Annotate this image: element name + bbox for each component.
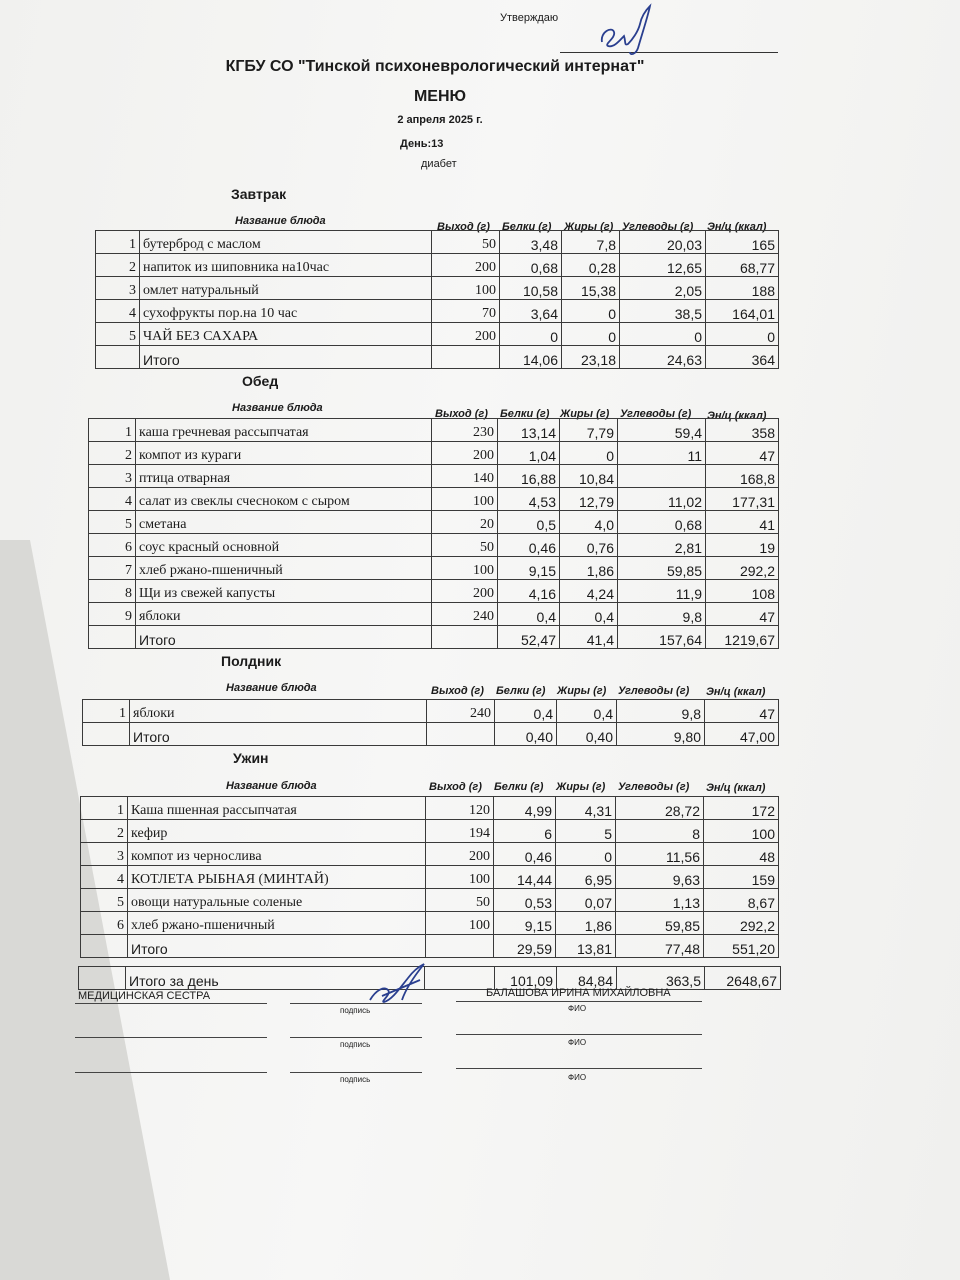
dish-name: овощи натуральные соленые <box>128 889 426 912</box>
lunch-table <box>88 418 779 649</box>
dish-carbs: 11 <box>618 442 706 465</box>
row-number: 9 <box>89 603 136 626</box>
dish-output: 200 <box>432 254 500 277</box>
table-row <box>81 866 779 889</box>
dish-protein: 9,15 <box>494 912 556 935</box>
role-line <box>75 1072 267 1073</box>
dish-output: 140 <box>432 465 498 488</box>
total-label: Итого <box>140 346 432 369</box>
dinner-table <box>80 796 779 958</box>
dish-energy: 47 <box>706 442 779 465</box>
col-header-name: Название блюда <box>235 215 326 227</box>
breakfast-table <box>95 230 779 369</box>
dish-carbs: 20,03 <box>620 231 706 254</box>
organization-title: КГБУ СО "Тинской психоневрологический интернат" <box>225 58 645 75</box>
dish-fat: 0,28 <box>562 254 620 277</box>
table-row <box>81 843 779 866</box>
total-row <box>81 935 779 958</box>
col-header-out: Выход (г) <box>431 685 484 697</box>
dish-fat: 0,4 <box>560 603 618 626</box>
dish-energy: 108 <box>706 580 779 603</box>
dish-output: 240 <box>427 700 495 723</box>
total-carbs: 157,64 <box>618 626 706 649</box>
dish-output: 230 <box>432 419 498 442</box>
dish-carbs <box>618 465 706 488</box>
dish-fat: 4,0 <box>560 511 618 534</box>
dish-fat: 0,07 <box>556 889 616 912</box>
dish-energy: 41 <box>706 511 779 534</box>
dish-protein: 13,14 <box>498 419 560 442</box>
total-energy: 1219,67 <box>706 626 779 649</box>
dish-energy: 159 <box>704 866 779 889</box>
dish-protein: 1,04 <box>498 442 560 465</box>
total-label: Итого <box>128 935 426 958</box>
total-empty-cell <box>79 967 126 990</box>
dish-name: ЧАЙ БЕЗ САХАРА <box>140 323 432 346</box>
dish-output: 200 <box>426 843 494 866</box>
dish-fat: 10,84 <box>560 465 618 488</box>
row-number: 1 <box>96 231 140 254</box>
dish-energy: 164,01 <box>706 300 779 323</box>
dish-carbs: 59,4 <box>618 419 706 442</box>
dish-protein: 0 <box>500 323 562 346</box>
row-number: 1 <box>81 797 128 820</box>
section-title-lunch: Обед <box>242 373 279 389</box>
col-header-carbs: Углеводы (г) <box>618 685 690 697</box>
dish-protein: 0,4 <box>498 603 560 626</box>
dish-energy: 292,2 <box>706 557 779 580</box>
dish-protein: 0,53 <box>494 889 556 912</box>
dish-name: яблоки <box>130 700 427 723</box>
dish-carbs: 2,05 <box>620 277 706 300</box>
dish-fat: 0 <box>560 442 618 465</box>
signature-line <box>290 1003 422 1004</box>
dish-energy: 47 <box>705 700 779 723</box>
dish-carbs: 8 <box>616 820 704 843</box>
dish-protein: 0,46 <box>498 534 560 557</box>
dish-name: Щи из свежей капусты <box>136 580 432 603</box>
col-header-fat: Жиры (г) <box>557 685 607 697</box>
table-row <box>89 419 779 442</box>
total-energy: 364 <box>706 346 779 369</box>
diet-type: диабет <box>421 158 457 170</box>
signature-caption: подпись <box>340 1040 371 1049</box>
dish-name: соус красный основной <box>136 534 432 557</box>
col-header-out: Выход (г) <box>437 221 490 233</box>
col-header-carbs: Углеводы (г) <box>620 408 692 420</box>
dish-carbs: 9,8 <box>617 700 705 723</box>
dish-output: 120 <box>426 797 494 820</box>
dish-fat: 5 <box>556 820 616 843</box>
dish-protein: 4,16 <box>498 580 560 603</box>
dish-carbs: 9,8 <box>618 603 706 626</box>
total-energy: 47,00 <box>705 723 779 746</box>
dish-protein: 9,15 <box>498 557 560 580</box>
dish-fat: 0,4 <box>557 700 617 723</box>
dish-fat: 0 <box>556 843 616 866</box>
dish-name: птица отварная <box>136 465 432 488</box>
dish-name: яблоки <box>136 603 432 626</box>
row-number: 4 <box>81 866 128 889</box>
total-protein: 29,59 <box>494 935 556 958</box>
dish-protein: 0,5 <box>498 511 560 534</box>
dish-name: компот из кураги <box>136 442 432 465</box>
dish-energy: 8,67 <box>704 889 779 912</box>
table-row <box>89 534 779 557</box>
dish-fat: 15,38 <box>562 277 620 300</box>
dish-energy: 172 <box>704 797 779 820</box>
col-header-name: Название блюда <box>232 402 323 414</box>
table-row <box>96 300 779 323</box>
dish-carbs: 59,85 <box>618 557 706 580</box>
dish-output: 50 <box>426 889 494 912</box>
col-header-carbs: Углеводы (г) <box>618 781 690 793</box>
table-row <box>81 797 779 820</box>
menu-title: МЕНЮ <box>413 88 467 105</box>
total-empty-cell <box>89 626 136 649</box>
dish-output: 70 <box>432 300 500 323</box>
total-row <box>83 723 779 746</box>
table-row <box>96 277 779 300</box>
row-number: 2 <box>81 820 128 843</box>
day-total-label: Итого за день <box>126 967 425 990</box>
col-header-energy: Эн/ц (ккал) <box>706 686 766 698</box>
dish-fat: 4,31 <box>556 797 616 820</box>
dish-name: напиток из шиповника на10час <box>140 254 432 277</box>
col-header-fat: Жиры (г) <box>564 221 614 233</box>
col-header-out: Выход (г) <box>429 781 482 793</box>
dish-protein: 0,4 <box>495 700 557 723</box>
total-empty-cell <box>427 723 495 746</box>
dish-fat: 6,95 <box>556 866 616 889</box>
table-row <box>89 603 779 626</box>
total-empty-cell <box>83 723 130 746</box>
dish-fat: 0,76 <box>560 534 618 557</box>
fio-caption: ФИО <box>568 1004 587 1013</box>
dish-energy: 68,77 <box>706 254 779 277</box>
row-number: 5 <box>89 511 136 534</box>
col-header-fat: Жиры (г) <box>560 408 610 420</box>
row-number: 4 <box>89 488 136 511</box>
total-row <box>96 346 779 369</box>
dish-carbs: 2,81 <box>618 534 706 557</box>
dish-name: хлеб ржано-пшеничный <box>128 912 426 935</box>
dish-name: кефир <box>128 820 426 843</box>
col-header-energy: Эн/ц (ккал) <box>707 221 767 233</box>
dish-output: 194 <box>426 820 494 843</box>
fio-line <box>456 1001 702 1002</box>
nurse-role: МЕДИЦИНСКАЯ СЕСТРА <box>78 990 211 1002</box>
dish-carbs: 1,13 <box>616 889 704 912</box>
col-header-protein: Белки (г) <box>496 685 546 697</box>
day-total-protein: 101,09 <box>495 967 557 990</box>
dish-output: 240 <box>432 603 498 626</box>
row-number: 7 <box>89 557 136 580</box>
row-number: 2 <box>96 254 140 277</box>
col-header-carbs: Углеводы (г) <box>622 221 694 233</box>
total-empty-cell <box>426 935 494 958</box>
dish-fat: 1,86 <box>560 557 618 580</box>
nurse-full-name: БАЛАШОВА ИРИНА МИХАЙЛОВНА <box>486 987 671 999</box>
signature-line <box>290 1072 422 1073</box>
dish-carbs: 12,65 <box>620 254 706 277</box>
table-row <box>81 889 779 912</box>
table-row <box>96 254 779 277</box>
row-number: 6 <box>81 912 128 935</box>
dish-name: сметана <box>136 511 432 534</box>
dish-output: 100 <box>432 557 498 580</box>
fio-caption: ФИО <box>568 1073 587 1082</box>
dish-energy: 188 <box>706 277 779 300</box>
dish-output: 20 <box>432 511 498 534</box>
row-number: 8 <box>89 580 136 603</box>
dish-protein: 3,48 <box>500 231 562 254</box>
total-energy: 551,20 <box>704 935 779 958</box>
dish-fat: 1,86 <box>556 912 616 935</box>
total-empty-cell <box>425 967 495 990</box>
dish-energy: 100 <box>704 820 779 843</box>
col-header-protein: Белки (г) <box>494 781 544 793</box>
table-row <box>81 912 779 935</box>
dish-fat: 12,79 <box>560 488 618 511</box>
approve-label: Утверждаю <box>500 12 559 24</box>
row-number: 5 <box>81 889 128 912</box>
day-total-energy: 2648,67 <box>705 967 781 990</box>
total-carbs: 77,48 <box>616 935 704 958</box>
dish-name: омлет натуральный <box>140 277 432 300</box>
fio-line <box>456 1034 702 1035</box>
total-empty-cell <box>96 346 140 369</box>
total-label: Итого <box>136 626 432 649</box>
dish-fat: 0 <box>562 300 620 323</box>
col-header-protein: Белки (г) <box>502 221 552 233</box>
row-number: 1 <box>89 419 136 442</box>
dish-energy: 47 <box>706 603 779 626</box>
dish-energy: 0 <box>706 323 779 346</box>
fio-line <box>456 1068 702 1069</box>
dish-name: сухофрукты пор.на 10 час <box>140 300 432 323</box>
dish-output: 200 <box>432 323 500 346</box>
dish-name: КОТЛЕТА РЫБНАЯ (МИНТАЙ) <box>128 866 426 889</box>
dish-energy: 358 <box>706 419 779 442</box>
table-row <box>89 557 779 580</box>
dish-energy: 177,31 <box>706 488 779 511</box>
row-number: 3 <box>81 843 128 866</box>
signature-line <box>290 1037 422 1038</box>
row-number: 3 <box>96 277 140 300</box>
dish-carbs: 11,9 <box>618 580 706 603</box>
dish-protein: 6 <box>494 820 556 843</box>
role-line <box>75 1037 267 1038</box>
col-header-name: Название блюда <box>226 682 317 694</box>
total-fat: 13,81 <box>556 935 616 958</box>
day-total-carbs: 363,5 <box>617 967 705 990</box>
dish-carbs: 11,56 <box>616 843 704 866</box>
table-row <box>89 465 779 488</box>
dish-protein: 4,53 <box>498 488 560 511</box>
dish-protein: 3,64 <box>500 300 562 323</box>
day-total-fat: 84,84 <box>557 967 617 990</box>
table-row <box>96 231 779 254</box>
total-protein: 14,06 <box>500 346 562 369</box>
section-title-breakfast: Завтрак <box>231 186 287 202</box>
dish-protein: 16,88 <box>498 465 560 488</box>
menu-date: 2 апреля 2025 г. <box>397 114 483 126</box>
section-title-snack: Полдник <box>221 653 282 669</box>
table-row <box>89 580 779 603</box>
dish-output: 50 <box>432 231 500 254</box>
dish-fat: 7,8 <box>562 231 620 254</box>
total-fat: 0,40 <box>557 723 617 746</box>
dish-protein: 0,68 <box>500 254 562 277</box>
dish-output: 100 <box>432 277 500 300</box>
dish-name: хлеб ржано-пшеничный <box>136 557 432 580</box>
signature-caption: подпись <box>340 1075 371 1084</box>
dish-fat: 4,24 <box>560 580 618 603</box>
dish-carbs: 11,02 <box>618 488 706 511</box>
dish-carbs: 59,85 <box>616 912 704 935</box>
dish-output: 100 <box>426 866 494 889</box>
total-label: Итого <box>130 723 427 746</box>
total-empty-cell <box>81 935 128 958</box>
total-carbs: 24,63 <box>620 346 706 369</box>
row-number: 1 <box>83 700 130 723</box>
dish-name: каша гречневая рассыпчатая <box>136 419 432 442</box>
col-header-fat: Жиры (г) <box>556 781 606 793</box>
col-header-out: Выход (г) <box>435 408 488 420</box>
table-row <box>89 511 779 534</box>
snack-table <box>82 699 779 746</box>
dish-fat: 7,79 <box>560 419 618 442</box>
total-fat: 41,4 <box>560 626 618 649</box>
dish-carbs: 38,5 <box>620 300 706 323</box>
total-carbs: 9,80 <box>617 723 705 746</box>
total-empty-cell <box>432 346 500 369</box>
total-protein: 0,40 <box>495 723 557 746</box>
table-row <box>81 820 779 843</box>
col-header-name: Название блюда <box>226 780 317 792</box>
dish-protein: 0,46 <box>494 843 556 866</box>
fio-caption: ФИО <box>568 1038 587 1047</box>
dish-carbs: 28,72 <box>616 797 704 820</box>
row-number: 5 <box>96 323 140 346</box>
row-number: 2 <box>89 442 136 465</box>
section-title-dinner: Ужин <box>233 750 269 766</box>
dish-energy: 168,8 <box>706 465 779 488</box>
dish-output: 100 <box>426 912 494 935</box>
dish-protein: 14,44 <box>494 866 556 889</box>
col-header-protein: Белки (г) <box>500 408 550 420</box>
dish-name: салат из свеклы счесноком с сыром <box>136 488 432 511</box>
row-number: 6 <box>89 534 136 557</box>
total-fat: 23,18 <box>562 346 620 369</box>
signature-caption: подпись <box>340 1006 371 1015</box>
dish-name: бутерброд с маслом <box>140 231 432 254</box>
col-header-energy: Эн/ц (ккал) <box>706 782 766 794</box>
col-header-energy: Эн/ц (ккал) <box>707 410 767 422</box>
dish-name: компот из чернослива <box>128 843 426 866</box>
dish-energy: 19 <box>706 534 779 557</box>
row-number: 4 <box>96 300 140 323</box>
table-row <box>89 442 779 465</box>
dish-energy: 292,2 <box>704 912 779 935</box>
dish-protein: 4,99 <box>494 797 556 820</box>
dish-carbs: 0,68 <box>618 511 706 534</box>
total-protein: 52,47 <box>498 626 560 649</box>
table-row <box>89 488 779 511</box>
dish-carbs: 9,63 <box>616 866 704 889</box>
menu-day: День:13 <box>400 138 444 150</box>
dish-output: 50 <box>432 534 498 557</box>
table-row <box>96 323 779 346</box>
dish-carbs: 0 <box>620 323 706 346</box>
dish-name: Каша пшенная рассыпчатая <box>128 797 426 820</box>
dish-fat: 0 <box>562 323 620 346</box>
table-row <box>83 700 779 723</box>
dish-energy: 165 <box>706 231 779 254</box>
row-number: 3 <box>89 465 136 488</box>
nurse-role-line <box>75 1003 267 1004</box>
dish-energy: 48 <box>704 843 779 866</box>
dish-output: 200 <box>432 580 498 603</box>
total-empty-cell <box>432 626 498 649</box>
dish-protein: 10,58 <box>500 277 562 300</box>
total-row <box>89 626 779 649</box>
dish-output: 100 <box>432 488 498 511</box>
dish-output: 200 <box>432 442 498 465</box>
approval-signature-icon <box>590 2 660 58</box>
